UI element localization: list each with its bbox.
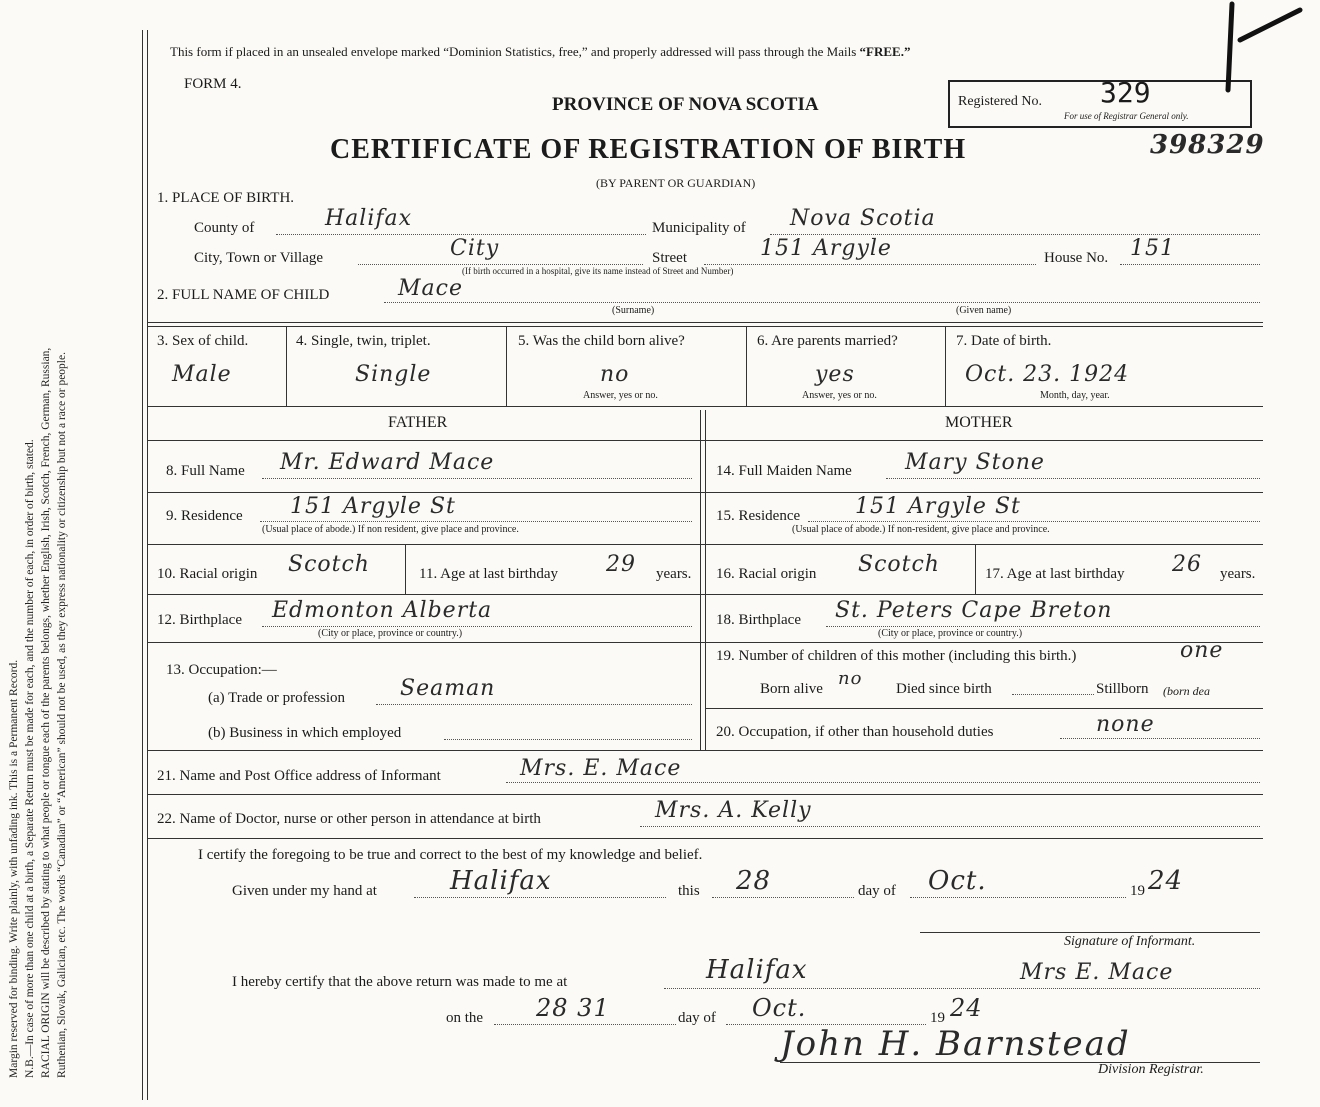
- column-divider: [746, 326, 747, 406]
- father-occupation-label: 13. Occupation:—: [166, 662, 277, 678]
- check-mark-icon: [1200, 0, 1320, 110]
- column-divider: [945, 326, 946, 406]
- signature-line: [920, 932, 1260, 933]
- registrar-caption: Division Registrar.: [1098, 1062, 1204, 1077]
- column-divider: [975, 544, 976, 594]
- given-place-line: [414, 897, 666, 898]
- sex-label: 3. Sex of child.: [157, 333, 249, 349]
- father-birthplace-note: (City or place, province or country.): [318, 628, 463, 639]
- this-label: this: [678, 883, 700, 899]
- day-value: 28: [736, 866, 772, 896]
- sex-value: Male: [172, 362, 232, 387]
- county-value: Halifax: [325, 206, 413, 231]
- street-line: [704, 264, 1036, 265]
- trade-value: Seaman: [400, 676, 496, 701]
- born-alive-value: no: [600, 362, 630, 387]
- municipality-label: Municipality of: [652, 220, 746, 236]
- mother-occupation-value: none: [1096, 712, 1155, 737]
- mother-age-value: 26: [1172, 552, 1202, 577]
- mother-years: years.: [1220, 566, 1256, 582]
- registrar-note: For use of Registrar General only.: [1064, 111, 1189, 121]
- father-age-value: 29: [606, 552, 636, 577]
- father-residence-value: 151 Argyle St: [290, 494, 456, 519]
- row-divider: [148, 326, 1263, 327]
- province-heading: PROVINCE OF NOVA SCOTIA: [552, 94, 819, 115]
- mother-racial-value: Scotch: [858, 552, 940, 577]
- document-title: CERTIFICATE OF REGISTRATION OF BIRTH: [330, 134, 967, 165]
- mother-birthplace-label: 18. Birthplace: [716, 612, 801, 628]
- died-since-birth-label: Died since birth: [896, 681, 992, 697]
- children-count-value: one: [1180, 638, 1224, 663]
- mother-birthplace-value: St. Peters Cape Breton: [835, 598, 1113, 623]
- row-divider: [705, 708, 1263, 709]
- given-name-caption: (Given name): [956, 305, 1012, 316]
- registration-day-line: [494, 1024, 676, 1025]
- dob-label: 7. Date of birth.: [956, 333, 1052, 349]
- registration-month-value: Oct.: [752, 994, 807, 1022]
- house-line: [1120, 264, 1260, 265]
- registration-day-of-label: day of: [678, 1010, 716, 1026]
- mother-racial-label: 16. Racial origin: [716, 566, 817, 582]
- mother-occupation-label: 20. Occupation, if other than household duties: [716, 724, 994, 740]
- stillborn-note: (born dea: [1163, 684, 1210, 698]
- dob-value: Oct. 23. 1924: [965, 362, 1130, 387]
- postal-notice: This form if placed in an unsealed envelope marked “Dominion Statistics, free,” and properly addressed will pass through the Mails “FREE.”: [170, 44, 911, 59]
- mother-birthplace-note: (City or place, province or country.): [878, 628, 1023, 639]
- children-count-label: 19. Number of children of this mother (including this birth.): [716, 648, 1077, 664]
- given-place-value: Halifax: [450, 866, 552, 896]
- hospital-note: (If birth occurred in a hospital, give its name instead of Street and Number): [462, 266, 734, 276]
- father-racial-label: 10. Racial origin: [157, 566, 258, 582]
- day-line: [712, 897, 854, 898]
- registration-year-prefix: 19: [930, 1010, 945, 1026]
- business-label: (b) Business in which employed: [208, 725, 402, 741]
- father-name-value: Mr. Edward Mace: [280, 450, 495, 475]
- father-heading: FATHER: [388, 414, 448, 431]
- county-label: County of: [194, 220, 255, 236]
- dob-caption: Month, day, year.: [1040, 390, 1110, 401]
- month-value: Oct.: [928, 866, 987, 896]
- registrar-place-value: Halifax: [706, 955, 808, 985]
- registration-day-value: 28 31: [536, 994, 610, 1022]
- mother-residence-note: (Usual place of abode.) If non-resident, give place and province.: [792, 524, 1050, 535]
- row-divider: [148, 322, 1263, 323]
- city-line: [358, 264, 643, 265]
- father-name-label: 8. Full Name: [166, 463, 245, 479]
- father-age-label: 11. Age at last birthday: [419, 566, 558, 582]
- mother-name-line: [886, 478, 1260, 479]
- father-residence-label: 9. Residence: [166, 508, 243, 524]
- mother-born-alive-label: Born alive: [760, 681, 823, 697]
- informant-label: 21. Name and Post Office address of Informant: [157, 768, 441, 784]
- margin-notes: [6, 78, 70, 1078]
- binding-margin-line: [147, 30, 148, 1100]
- father-birthplace-line: [262, 626, 692, 627]
- married-value: yes: [815, 362, 855, 387]
- registrar-statement: I hereby certify that the above return was made to me at: [232, 974, 568, 990]
- trade-line: [376, 704, 692, 705]
- form-number: FORM 4.: [184, 76, 242, 92]
- informant-line: [506, 782, 1260, 783]
- informant-signature: Mrs E. Mace: [1020, 960, 1174, 985]
- year-value: 24: [1148, 866, 1184, 896]
- attendant-label: 22. Name of Doctor, nurse or other person in attendance at birth: [157, 811, 541, 827]
- trade-label: (a) Trade or profession: [208, 690, 346, 706]
- married-label: 6. Are parents married?: [757, 333, 898, 349]
- father-racial-value: Scotch: [288, 552, 370, 577]
- house-label: House No.: [1044, 250, 1109, 266]
- given-label: Given under my hand at: [232, 883, 377, 899]
- street-value: 151 Argyle: [760, 236, 892, 261]
- place-of-birth-label: 1. PLACE OF BIRTH.: [157, 190, 295, 206]
- mother-residence-value: 151 Argyle St: [855, 494, 1021, 519]
- city-label: City, Town or Village: [194, 250, 324, 266]
- child-name-label: 2. FULL NAME OF CHILD: [157, 287, 330, 303]
- margin-note-line: RACIAL ORIGIN will be described by stating to what people or tongue each of the parents belongs, whether English, Irish, Scotch, French, German, Russian,: [40, 347, 52, 1078]
- died-since-birth-line: [1012, 694, 1094, 695]
- mother-born-alive-value: no: [838, 668, 863, 689]
- month-line: [910, 897, 1126, 898]
- father-birthplace-value: Edmonton Alberta: [272, 598, 493, 623]
- row-divider: [148, 544, 1263, 545]
- informant-signature-caption: Signature of Informant.: [1064, 934, 1196, 949]
- house-value: 151: [1130, 236, 1175, 261]
- column-divider: [405, 544, 406, 594]
- mother-name-value: Mary Stone: [905, 450, 1045, 475]
- registered-number: 329: [1100, 76, 1151, 109]
- row-divider: [148, 440, 1263, 441]
- row-divider: [148, 492, 1263, 493]
- margin-note-line: N.B.—In case of more than one child at a birth, a Separate Return must be made for each, and the number of each, in order of birth, stated.: [24, 439, 36, 1078]
- answer-caption: Answer, yes or no.: [802, 390, 877, 401]
- day-of-label: day of: [858, 883, 896, 899]
- municipality-value: Nova Scotia: [790, 206, 936, 231]
- father-residence-note: (Usual place of abode.) If non resident, give place and province.: [262, 524, 519, 535]
- mother-age-label: 17. Age at last birthday: [985, 566, 1125, 582]
- row-divider: [148, 794, 1263, 795]
- child-name-line: [384, 302, 1260, 303]
- mother-name-label: 14. Full Maiden Name: [716, 463, 852, 479]
- mother-birthplace-line: [826, 626, 1260, 627]
- attendant-line: [640, 826, 1260, 827]
- born-alive-label: 5. Was the child born alive?: [518, 333, 685, 349]
- registrar-place-line: [664, 988, 1260, 989]
- mother-residence-line: [808, 521, 1260, 522]
- binding-margin-line: [142, 30, 143, 1100]
- mother-occupation-line: [1060, 738, 1260, 739]
- father-residence-line: [260, 521, 692, 522]
- plurality-value: Single: [355, 362, 432, 387]
- city-value: City: [450, 236, 500, 261]
- child-surname-value: Mace: [398, 276, 463, 301]
- mother-heading: MOTHER: [945, 414, 1013, 431]
- row-divider: [148, 406, 1263, 407]
- street-label: Street: [652, 250, 687, 266]
- row-divider: [148, 594, 1263, 595]
- father-years: years.: [656, 566, 692, 582]
- county-line: [276, 234, 646, 235]
- registered-label: Registered No.: [958, 94, 1042, 109]
- column-divider: [700, 410, 701, 750]
- row-divider: [148, 750, 1263, 751]
- stillborn-label: Stillborn: [1096, 681, 1149, 697]
- row-divider: [148, 838, 1263, 839]
- row-divider: [148, 642, 1263, 643]
- business-line: [444, 739, 692, 740]
- municipality-line: [770, 234, 1260, 235]
- certification-statement: I certify the foregoing to be true and correct to the best of my knowledge and belief.: [198, 847, 703, 863]
- margin-note-line: Margin reserved for binding. Write plainly, with unfading ink. This is a Permanent Record.: [8, 659, 20, 1078]
- column-divider: [506, 326, 507, 406]
- on-the-label: on the: [446, 1010, 484, 1026]
- registrar-signature: John H. Barnstead: [780, 1024, 1131, 1064]
- column-divider: [286, 326, 287, 406]
- answer-caption: Answer, yes or no.: [583, 390, 658, 401]
- plurality-label: 4. Single, twin, triplet.: [296, 333, 431, 349]
- registration-year-value: 24: [950, 994, 983, 1022]
- surname-caption: (Surname): [612, 305, 655, 316]
- year-prefix: 19: [1130, 883, 1145, 899]
- attendant-value: Mrs. A. Kelly: [655, 798, 812, 823]
- document-subtitle: (BY PARENT OR GUARDIAN): [596, 176, 756, 190]
- father-birthplace-label: 12. Birthplace: [157, 612, 242, 628]
- father-name-line: [262, 478, 692, 479]
- informant-value: Mrs. E. Mace: [520, 756, 682, 781]
- column-divider: [705, 410, 706, 750]
- stamp-number: 398329: [1150, 130, 1265, 160]
- margin-note-line: Ruthenian, Slovak, Galician, etc. The words “Canadian” or “American” should not be used, as they express nationality or citizenship but not a race or people.: [56, 352, 68, 1078]
- mother-residence-label: 15. Residence: [716, 508, 801, 524]
